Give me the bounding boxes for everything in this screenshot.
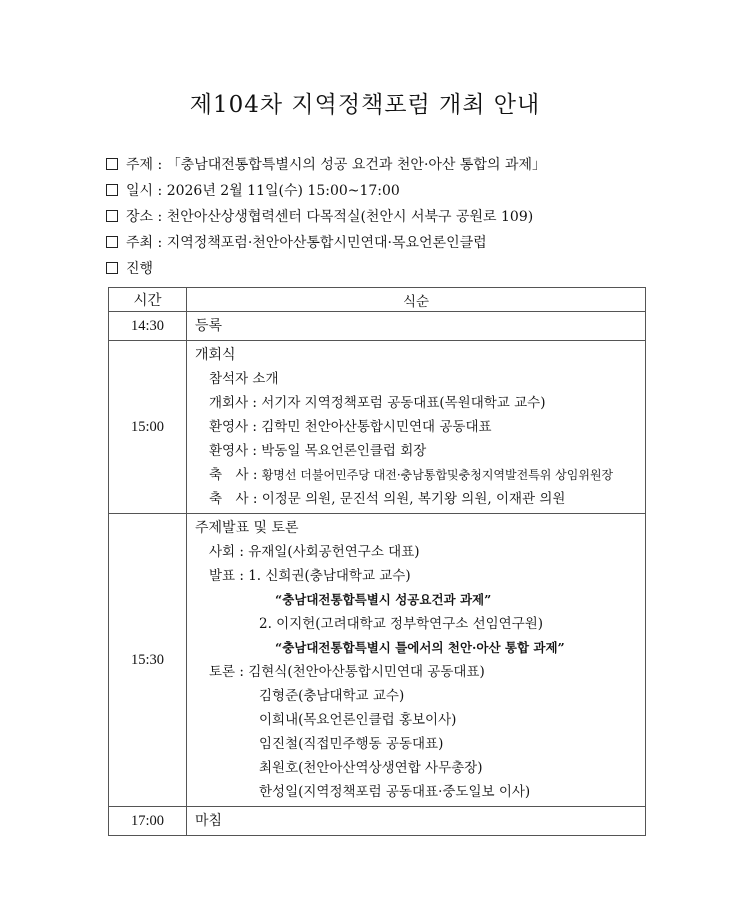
row-time: 17:00 [109,807,187,836]
info-item-venue: 장소 : 천안아산상생협력센터 다목적실(천안시 서북구 공원로 109) [106,204,706,230]
info-item-host: 주최 : 지역정책포럼·천안아산통합시민연대·목요언론인클럽 [106,230,706,256]
congrats-text: 황명선 더불어민주당 대전·충남통합및충청지역발전특위 상임위원장 [261,468,614,482]
moderator-line: 사회 : 유재일(사회공헌연구소 대표) [209,544,420,560]
program-line: 개회사 : 서기자 지역정책포럼 공동대표(목원대학교 교수) [209,395,546,411]
header-time: 시간 [109,288,187,312]
row-content [187,514,646,807]
row-time: 15:00 [109,341,187,514]
checkbox-icon [106,158,118,170]
row-item: 마침 [195,813,223,829]
program-line: 환영사 : 박동일 목요언론인클럽 회장 [209,443,427,459]
table-row [109,514,646,807]
header-program: 식순 [187,288,646,312]
row-content [187,312,646,341]
info-label: 진행 [126,261,154,277]
info-item-topic: 주제 : 「충남대전통합특별시의 성공 요건과 천안·아산 통합의 과제」 [106,152,706,178]
congrats-label: 축 사 : [209,467,262,483]
presentation-title: “충남대전통합특별시 틀에서의 천안·아산 통합 과제” [275,640,565,655]
info-text: 「충남대전통합특별시의 성공 요건과 천안·아산 통합의 과제」 [166,157,546,173]
row-content [187,341,646,514]
checkbox-icon [106,184,118,196]
program-line: 축 사 : 이정문 의원, 문진석 의원, 복기왕 의원, 이재관 의원 [209,491,566,507]
program-line [195,463,645,487]
info-text: 천안아산상생협력센터 다목적실(천안시 서북구 공원로 109) [166,209,534,225]
info-text: 지역정책포럼·천안아산통합시민연대·목요언론인클럽 [166,235,487,251]
row-time: 15:30 [109,514,187,807]
schedule-table [108,287,646,836]
info-label: 주최 [126,235,154,251]
panelist-line: 한성일(지역정책포럼 공동대표·중도일보 이사) [259,784,531,800]
table-row [109,312,646,341]
info-item-date: 일시 : 2026년 2월 11일(수) 15:00~17:00 [106,178,706,204]
panelist-line: 이희내(목요언론인클럽 홍보이사) [259,712,457,728]
program-line: 환영사 : 김학민 천안아산통합시민연대 공동대표 [209,419,492,435]
table-row [109,807,646,836]
panelist-line: 김형준(충남대학교 교수) [259,688,405,704]
presenter-line: 2. 이지헌(고려대학교 정부학연구소 선임연구원) [259,616,544,632]
panelist-line: 임진철(직접민주행동 공동대표) [259,736,444,752]
program-line: 참석자 소개 [209,371,279,387]
info-label: 장소 [126,209,154,225]
presentation-title: “충남대전통합특별시 성공요건과 과제” [275,592,492,607]
section-heading: 개회식 [195,347,236,363]
info-list [106,152,706,282]
panelist-line: 최원호(천안아산역상생연합 사무총장) [259,760,483,776]
info-label: 주제 [126,157,154,173]
checkbox-icon [106,262,118,274]
info-item-program [106,256,706,282]
section-heading: 주제발표 및 토론 [195,520,299,536]
checkbox-icon [106,210,118,222]
info-label: 일시 [126,183,154,199]
page-title: 제104차 지역정책포럼 개최 안내 [189,92,541,118]
checkbox-icon [106,236,118,248]
presenter-line: 발표 : 1. 신희권(충남대학교 교수) [209,568,411,584]
table-header-row [109,288,646,312]
discussion-line: 토론 : 김현식(천안아산통합시민연대 공동대표) [209,664,485,680]
table-row [109,341,646,514]
row-item: 등록 [195,318,223,334]
row-time: 14:30 [109,312,187,341]
row-content [187,807,646,836]
info-text: 2026년 2월 11일(수) 15:00~17:00 [166,183,400,199]
